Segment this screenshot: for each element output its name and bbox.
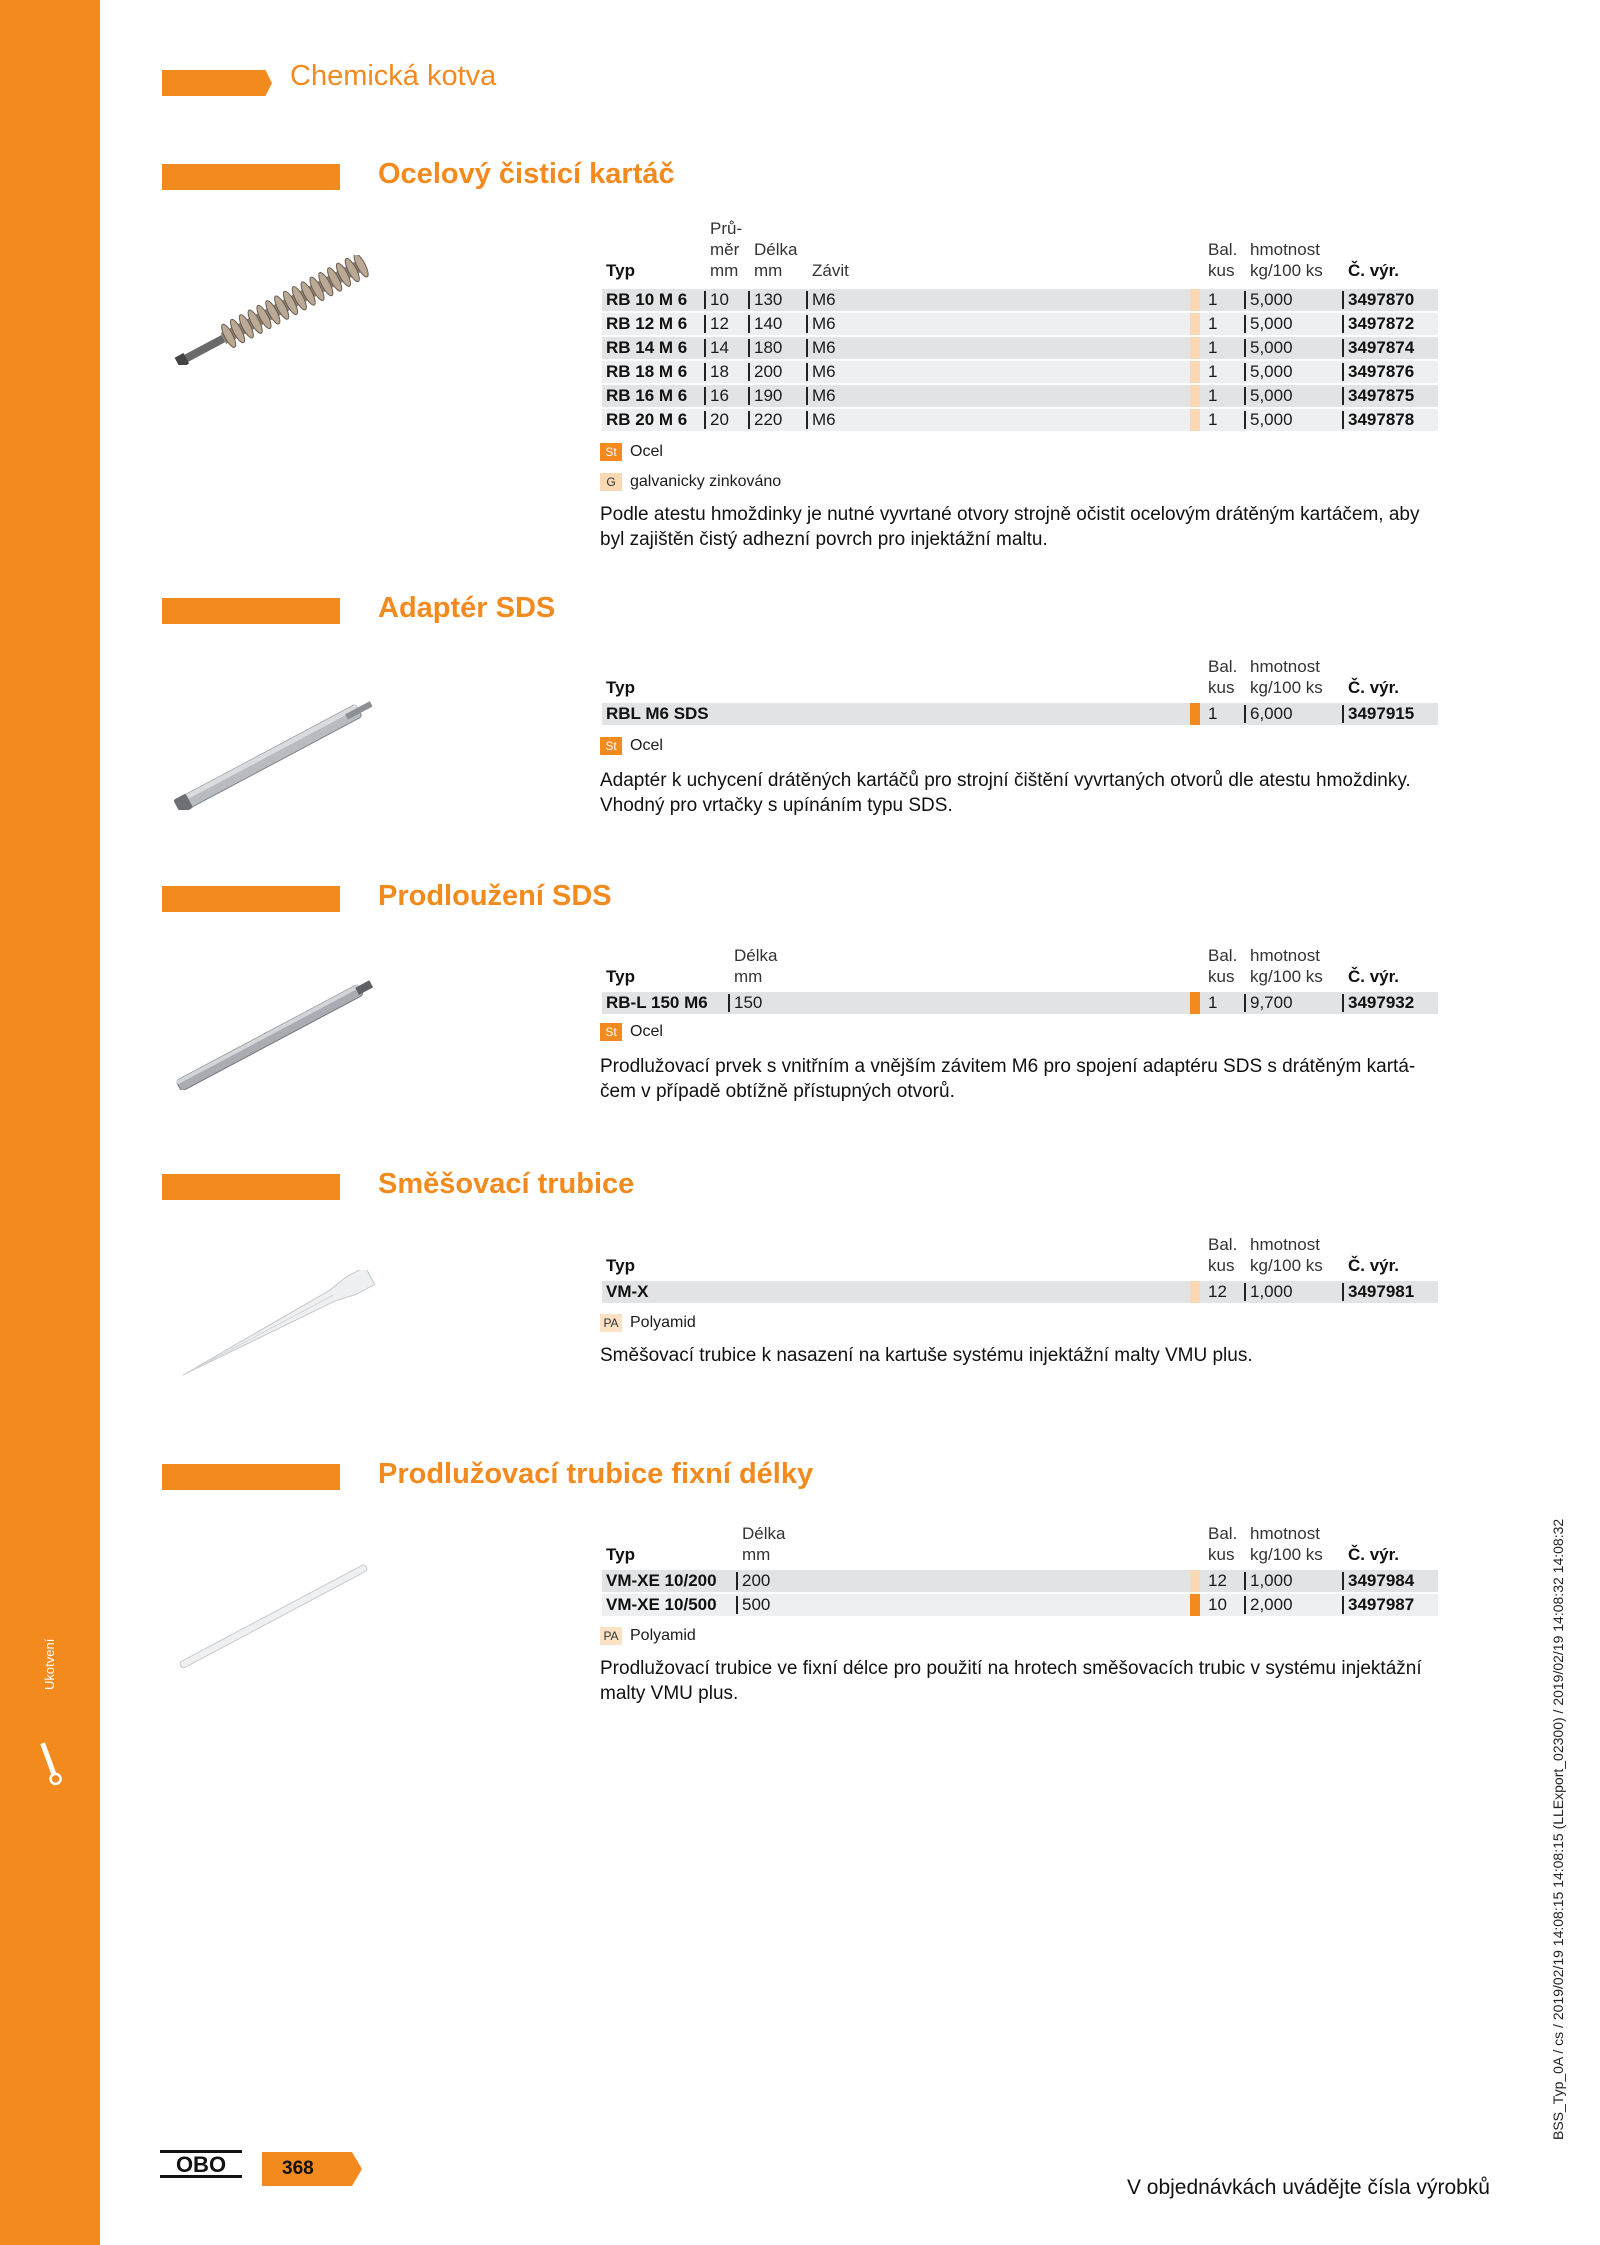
anchor-bolt-icon bbox=[36, 1740, 64, 1790]
material-item bbox=[600, 442, 663, 462]
section-description: Směšovací trubice k nasazení na kartuše systému injektážní malty VMU plus. bbox=[600, 1345, 1253, 1366]
material-code: St bbox=[600, 1023, 622, 1041]
section-title: Prodlužovací trubice fixní délky bbox=[378, 1458, 814, 1490]
print-meta-wrap bbox=[1550, 1518, 1570, 2160]
table-header: Typ Bal. kus hmotnost kg/100 ks Č. výr. bbox=[606, 657, 1400, 697]
sds-extension-image bbox=[160, 980, 390, 1090]
section-description: Adaptér k uchycení drátěných kartáčů pro strojní čištění vyvrtaných otvorů dle atestu hmoždinky. Vhodný pro vrtačky s upínáním typu SDS. bbox=[600, 770, 1411, 816]
section-description: Prodlužovací trubice ve fixní délce pro použití na hrotech směšovacích trubic v systému injektážní malty VMU plus. bbox=[600, 1658, 1422, 1704]
table-row: VM-XE 10/200 200 12 1,000 3497984 bbox=[602, 1570, 1438, 1592]
material-item bbox=[600, 736, 663, 756]
obo-logo bbox=[160, 2150, 242, 2178]
table-header: Prů- měr mm Délka mm Závit Typ Bal. kus hmotnost kg/100 ks Č. výr. bbox=[606, 219, 1400, 280]
print-meta: BSS_Typ_0A / cs / 2019/02/19 14:08:15 14:08:15 (LLExport_02300) / 2019/02/19 14:08:32 14:08:32 bbox=[1550, 1518, 1566, 2140]
table-row: RB-L 150 M6 150 1 9,700 3497932 bbox=[602, 992, 1438, 1014]
material-item bbox=[600, 1313, 696, 1333]
material-code: St bbox=[600, 737, 622, 755]
material-label: Polyamid bbox=[630, 1627, 696, 1644]
table-row: RB 14 M 6 14 180 M6 1 5,000 3497874 bbox=[602, 337, 1438, 359]
header-accent-bar bbox=[162, 70, 272, 96]
table-row: RB 10 M 6 10 130 M6 1 5,000 3497870 bbox=[602, 289, 1438, 311]
table-header: Typ Bal. kus hmotnost kg/100 ks Č. výr. bbox=[606, 1235, 1400, 1275]
material-item bbox=[600, 1626, 696, 1646]
material-label: Ocel bbox=[630, 1023, 663, 1040]
table-header: Délka mm Typ Bal. kus hmotnost kg/100 ks Č. výr. bbox=[606, 1524, 1400, 1564]
section-title: Prodloužení SDS bbox=[378, 880, 612, 912]
section-accent-bar bbox=[162, 598, 340, 624]
section-accent-bar bbox=[162, 1464, 340, 1490]
table-header: Délka mm Typ Bal. kus hmotnost kg/100 ks Č. výr. bbox=[606, 946, 1400, 986]
section-accent-bar bbox=[162, 886, 340, 912]
section-title: Ocelový čisticí kartáč bbox=[378, 158, 675, 190]
page-title: Chemická kotva bbox=[290, 60, 497, 92]
material-label: Ocel bbox=[630, 737, 663, 754]
section-accent-bar bbox=[162, 164, 340, 190]
table-row: RB 16 M 6 16 190 M6 1 5,000 3497875 bbox=[602, 385, 1438, 407]
wire-brush-image bbox=[160, 255, 390, 365]
material-code: PA bbox=[600, 1314, 622, 1332]
table-row: RB 18 M 6 18 200 M6 1 5,000 3497876 bbox=[602, 361, 1438, 383]
table-row: RB 20 M 6 20 220 M6 1 5,000 3497878 bbox=[602, 409, 1438, 431]
section-description: Podle atestu hmoždinky je nutné vyvrtané otvory strojně očistit ocelovým drátěným kartáčem, aby byl zajištěn čistý adhezní povrch pro injektážní maltu. bbox=[600, 504, 1420, 550]
material-label: Polyamid bbox=[630, 1314, 696, 1331]
table-row: VM-X 12 1,000 3497981 bbox=[602, 1281, 1438, 1303]
left-orange-sidebar bbox=[0, 0, 100, 2245]
table-row: RB 12 M 6 12 140 M6 1 5,000 3497872 bbox=[602, 313, 1438, 335]
section-description: Prodlužovací prvek s vnitřním a vnějším závitem M6 pro spojení adaptéru SDS s drátěným kartá-čem v případě obtížně přístupných otvorů. bbox=[600, 1056, 1416, 1102]
obo-logo-text: OBO bbox=[175, 2152, 227, 2177]
material-label: Ocel bbox=[630, 443, 663, 460]
material-label: galvanicky zinkováno bbox=[630, 473, 782, 490]
sidebar-label: Ukotvení bbox=[42, 1638, 57, 1690]
section-title: Adaptér SDS bbox=[378, 592, 556, 624]
mixing-nozzle-image bbox=[160, 1270, 390, 1380]
material-item bbox=[600, 472, 781, 492]
table-row: RBL M6 SDS 1 6,000 3497915 bbox=[602, 703, 1438, 725]
extension-tube-image bbox=[160, 1560, 390, 1670]
sidebar-label-wrap bbox=[42, 1630, 62, 1690]
section-accent-bar bbox=[162, 1174, 340, 1200]
material-code: PA bbox=[600, 1627, 622, 1645]
page-number: 368 bbox=[282, 2158, 314, 2179]
sds-adapter-image bbox=[160, 700, 390, 810]
footer-note: V objednávkách uvádějte čísla výrobků bbox=[1126, 2176, 1490, 2199]
table-row: VM-XE 10/500 500 10 2,000 3497987 bbox=[602, 1594, 1438, 1616]
material-code: St bbox=[600, 443, 622, 461]
section-title: Směšovací trubice bbox=[378, 1168, 635, 1200]
material-code: G bbox=[600, 473, 622, 491]
material-item bbox=[600, 1022, 663, 1042]
